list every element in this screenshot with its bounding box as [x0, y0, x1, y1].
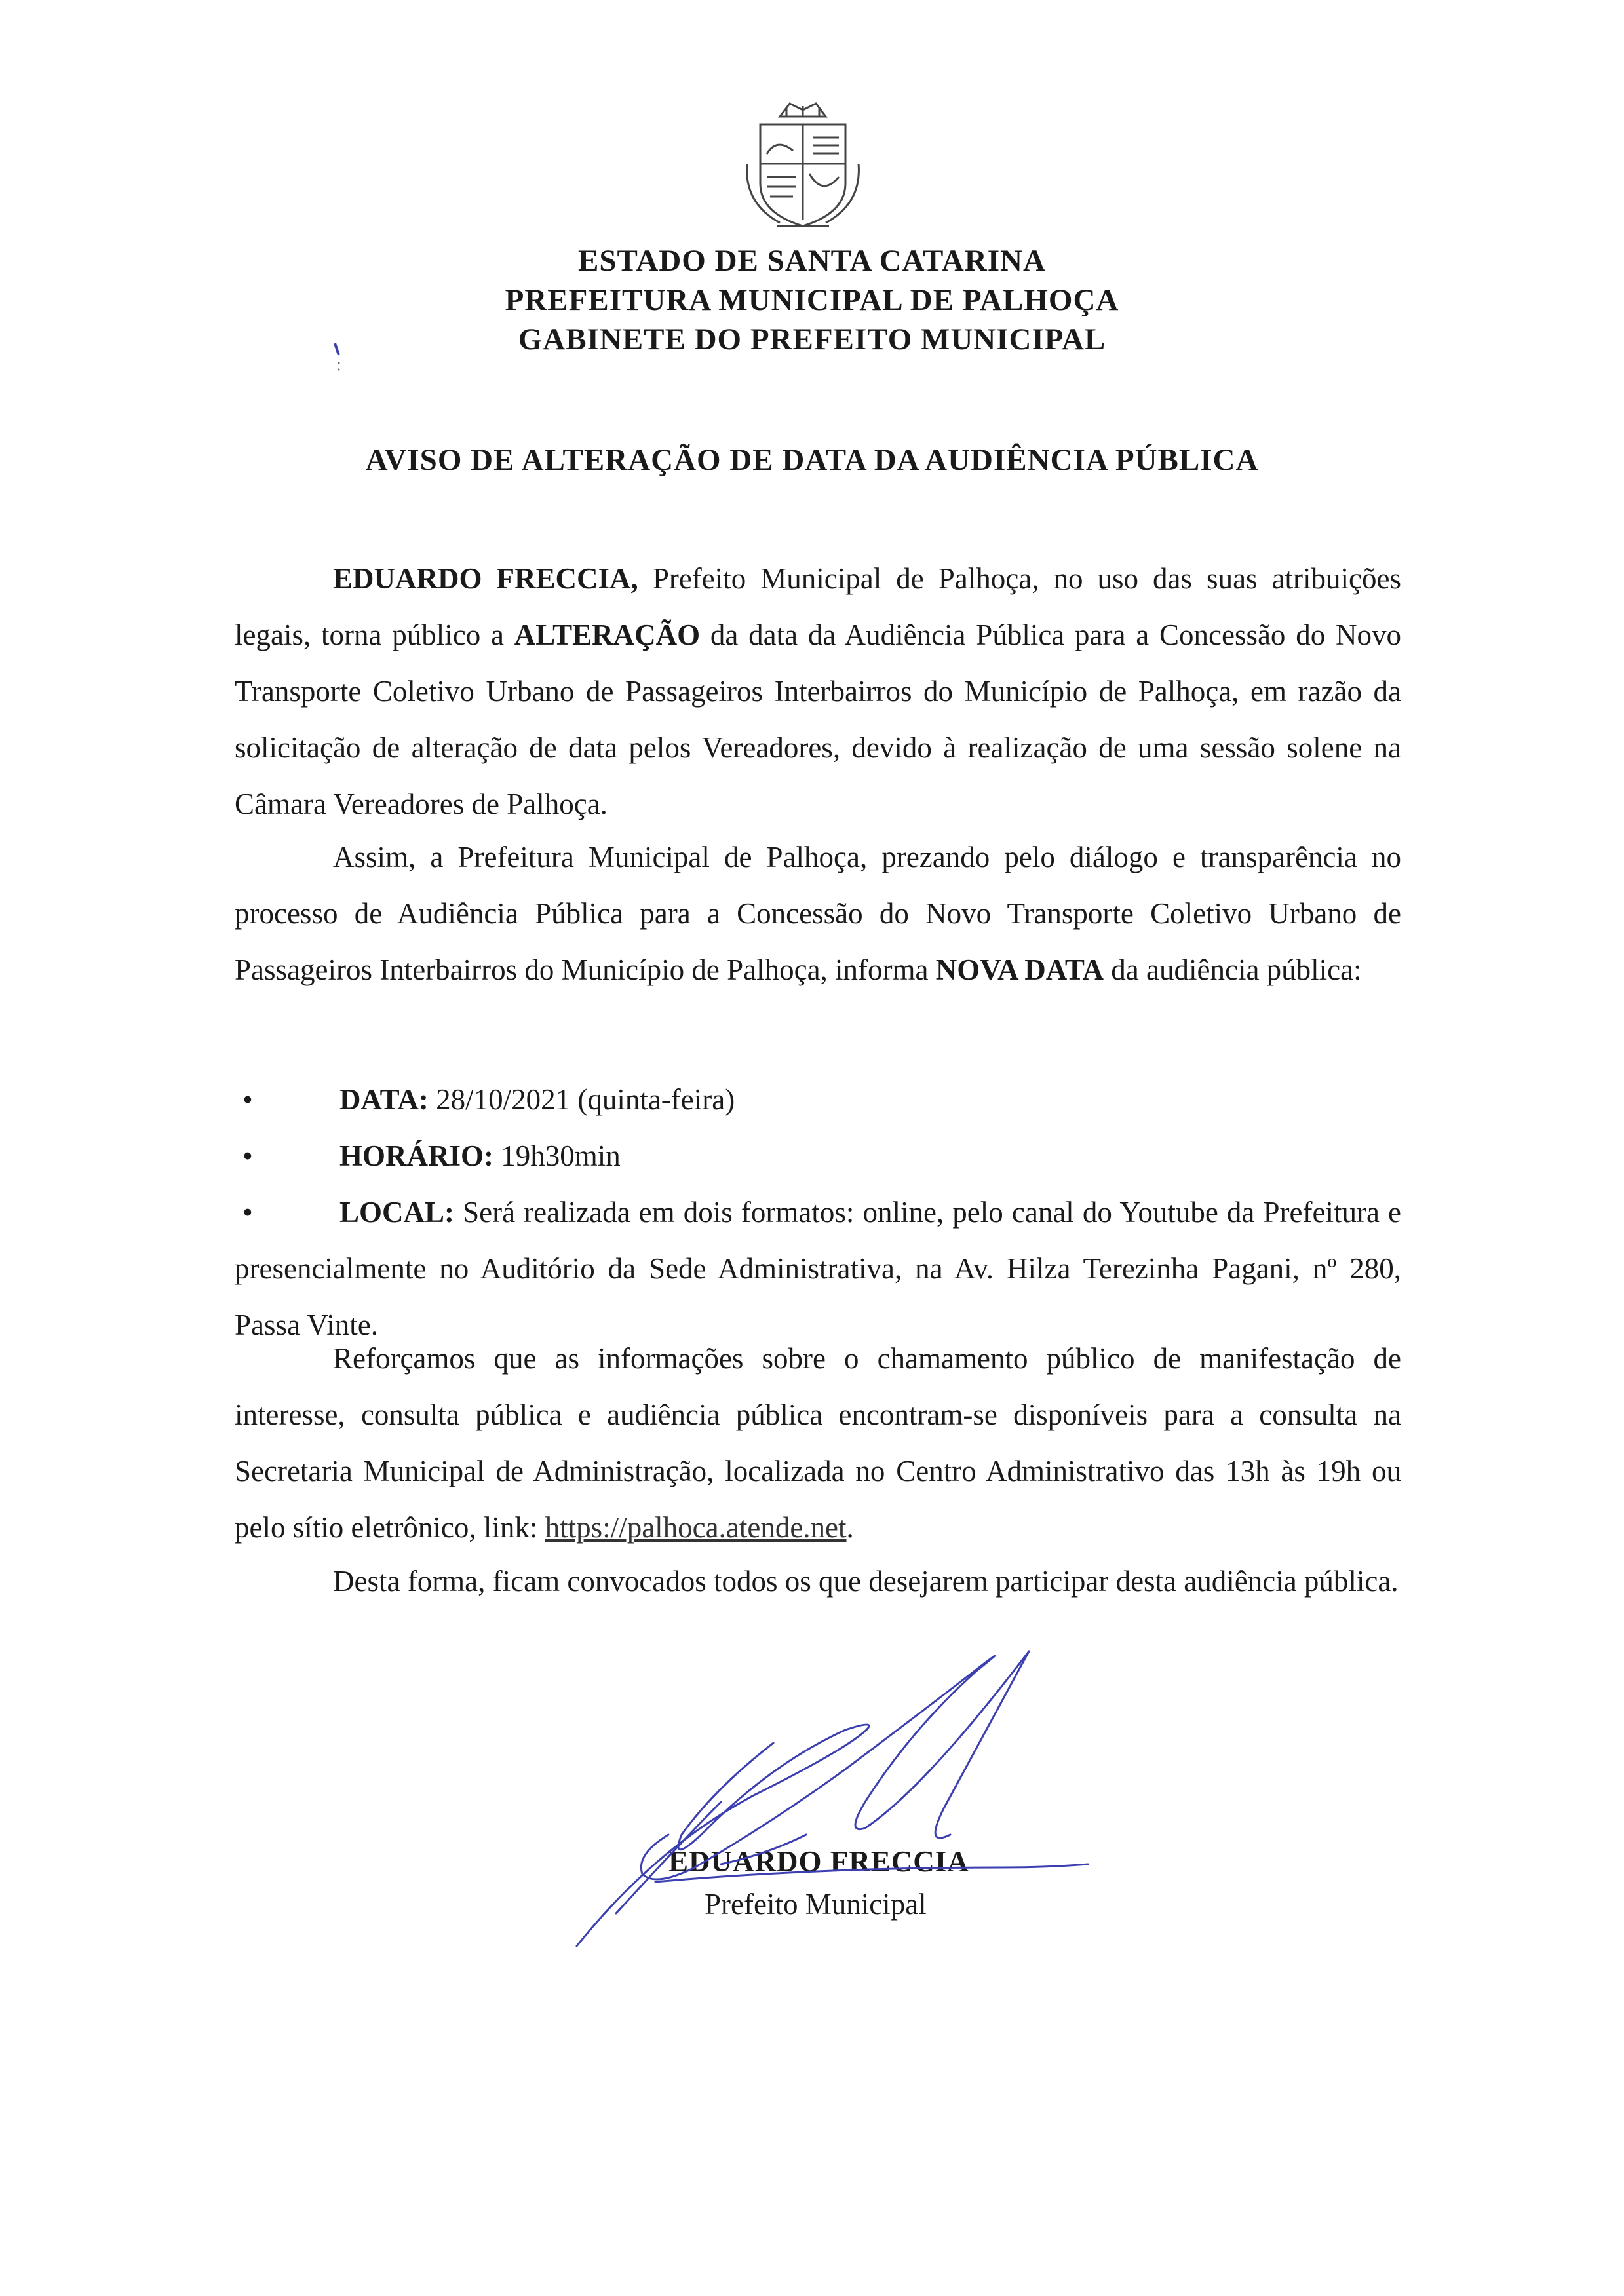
- paragraph-1: [235, 550, 1401, 832]
- header-state: ESTADO DE SANTA CATARINA: [578, 244, 1046, 278]
- document-title: AVISO DE ALTERAÇÃO DE DATA DA AUDIÊNCIA PÚBLICA: [365, 443, 1259, 477]
- bullet-icon: •: [242, 1083, 253, 1116]
- date-value: 28/10/2021 (quinta-feira): [428, 1083, 735, 1116]
- signatory-name: EDUARDO FRECCIA: [668, 1845, 969, 1878]
- handwritten-signature-icon: [557, 1638, 1114, 1953]
- document-header: [0, 241, 1624, 359]
- paragraph-2-text-a: Assim, a Prefeitura Municipal de Palhoça, prezando pelo diálogo e transparência no processo de Audiência Pública para a Concessão do Novo Transporte Coletivo Urbano de Passageiros Interbairros do Município de Palhoça, informa: [235, 841, 1401, 986]
- time-label: HORÁRIO:: [339, 1139, 493, 1172]
- paragraph-3-text-b: .: [846, 1511, 854, 1544]
- bullet-icon: •: [242, 1196, 253, 1229]
- paragraph-1-emphasis: ALTERAÇÃO: [514, 619, 701, 651]
- scan-mark-icon: [331, 341, 344, 373]
- header-office: GABINETE DO PREFEITO MUNICIPAL: [518, 322, 1106, 356]
- list-item-location: [235, 1184, 1401, 1353]
- signatory-role: Prefeito Municipal: [705, 1888, 927, 1921]
- bullet-icon: •: [242, 1139, 253, 1172]
- paragraph-3-text-a: Reforçamos que as informações sobre o chamamento público de manifestação de interesse, consulta pública e audiência pública encontram-se disponíveis para a consulta na Secretaria Municipal de Administração, localizada no Centro Administrativo das 13h às 19h ou pelo sítio eletrônico, link:: [235, 1342, 1401, 1544]
- mayor-name: EDUARDO FRECCIA,: [333, 562, 638, 595]
- time-value: 19h30min: [493, 1139, 621, 1172]
- paragraph-1-text-b: da data da Audiência Pública para a Concessão do Novo Transporte Coletivo Urbano de Passageiros Interbairros do Município de Palhoça, em razão da solicitação de alteração de data pelos Vereadores, devido à realização de uma sessão solene na Câmara Vereadores de Palhoça.: [235, 619, 1401, 820]
- location-value: Será realizada em dois formatos: online, pelo canal do Youtube da Prefeitura e presencialmente no Auditório da Sede Administrativa, na Av. Hilza Terezinha Pagani, nº 280, Passa Vinte.: [235, 1196, 1401, 1341]
- paragraph-2: [235, 829, 1401, 998]
- date-label: DATA:: [339, 1083, 429, 1116]
- paragraph-1-text-a: Prefeito Municipal de Palhoça, no uso das suas atribuições legais, torna público a: [235, 562, 1401, 651]
- location-label: LOCAL:: [339, 1196, 455, 1229]
- municipal-crest-icon: [741, 98, 865, 233]
- list-item-date: [235, 1071, 1401, 1128]
- header-prefecture: PREFEITURA MUNICIPAL DE PALHOÇA: [505, 283, 1119, 317]
- website-link[interactable]: https://palhoca.atende.net: [545, 1511, 847, 1544]
- paragraph-2-emphasis: NOVA DATA: [935, 953, 1104, 986]
- paragraph-3: [235, 1330, 1401, 1556]
- paragraph-4: Desta forma, ficam convocados todos os que desejarem participar desta audiência pública.: [333, 1565, 1399, 1598]
- details-list: [235, 1071, 1401, 1353]
- list-item-time: [235, 1128, 1401, 1184]
- paragraph-2-text-b: da audiência pública:: [1104, 953, 1362, 986]
